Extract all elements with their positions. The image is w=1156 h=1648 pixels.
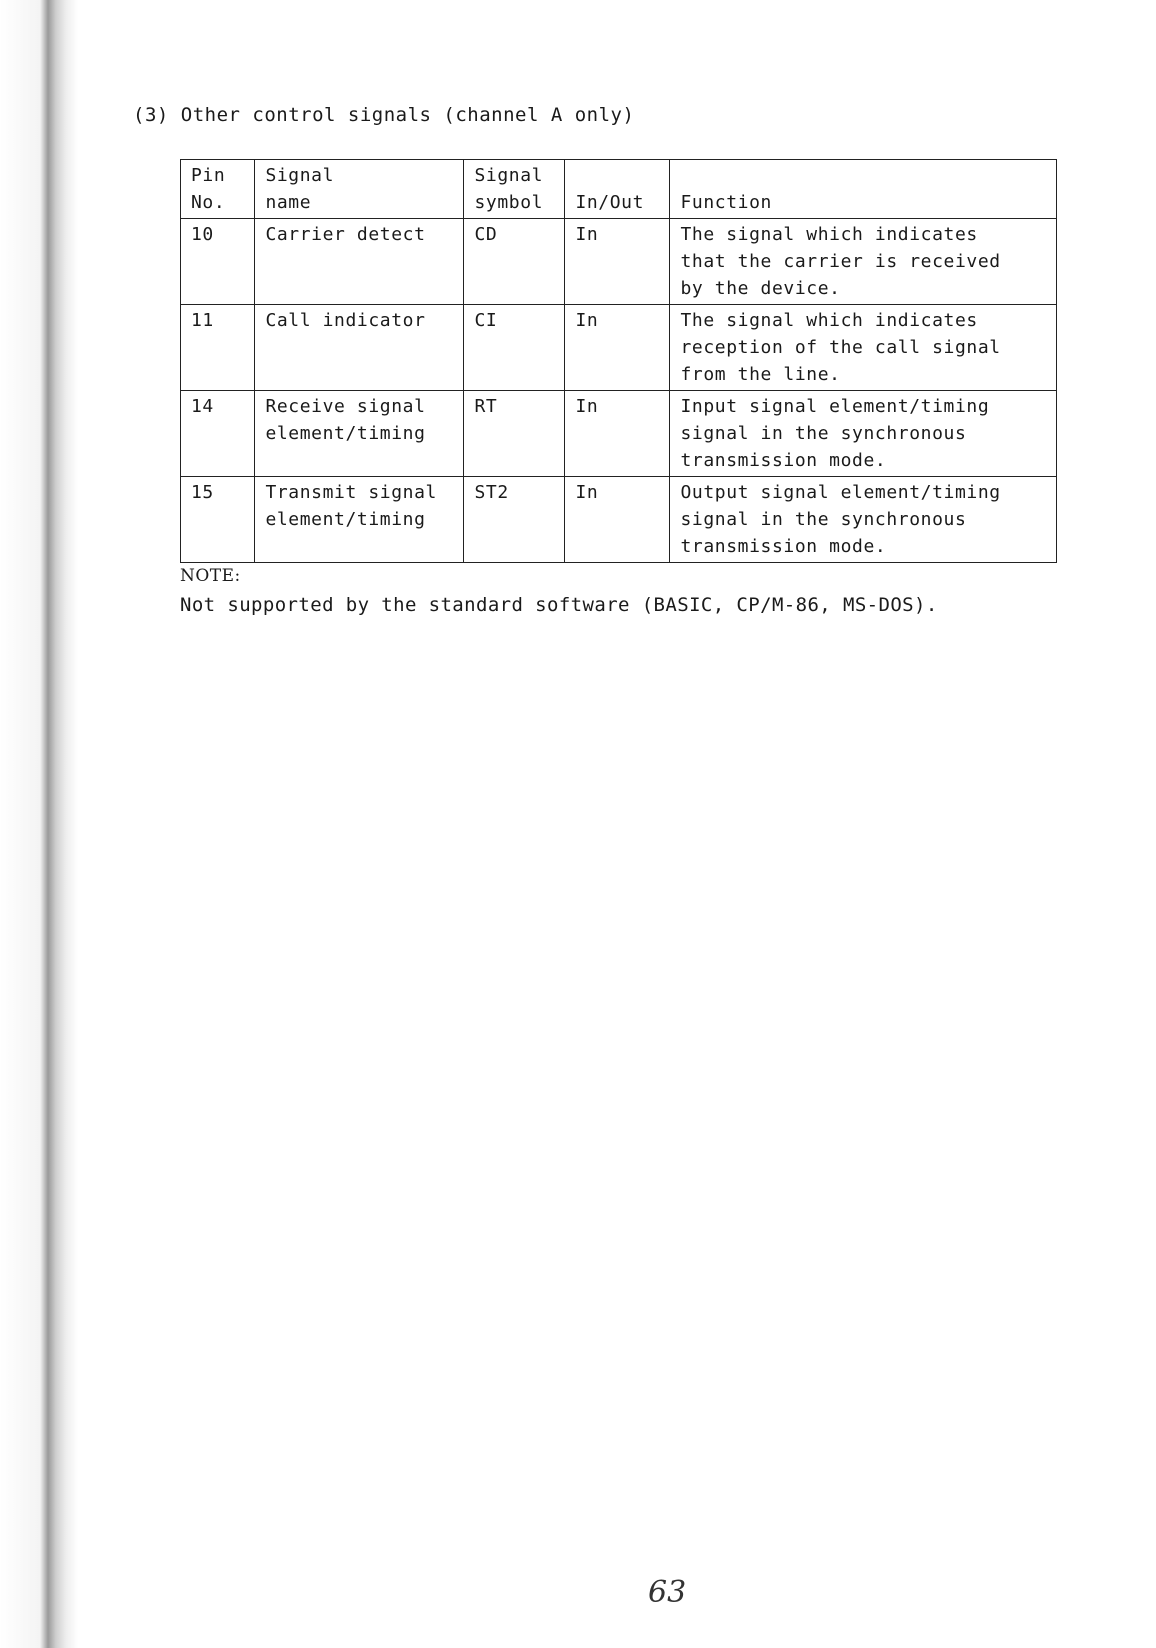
cell-function-line: Output signal element/timing xyxy=(680,482,1001,503)
cell-pin: 15 xyxy=(181,477,255,563)
section-heading: (3) Other control signals (channel A only) xyxy=(133,104,635,126)
page-binding-shadow xyxy=(0,0,78,1648)
header-symbol-line-1: Signal xyxy=(474,165,544,186)
cell-function xyxy=(670,477,1057,563)
cell-pin: 11 xyxy=(181,305,255,391)
header-function-line: Function xyxy=(680,192,772,213)
cell-name-line: Carrier detect xyxy=(265,224,426,245)
cell-in-out: In xyxy=(565,219,670,305)
table-row xyxy=(181,219,1057,305)
cell-function-line: The signal which indicates xyxy=(680,310,978,331)
cell-function-line: reception of the call signal xyxy=(680,337,1001,358)
cell-name-line: Transmit signal xyxy=(265,482,437,503)
table-row xyxy=(181,477,1057,563)
cell-symbol: CI xyxy=(464,305,565,391)
cell-function-line: transmission mode. xyxy=(680,536,887,557)
cell-name-line: Call indicator xyxy=(265,310,426,331)
cell-in-out: In xyxy=(565,391,670,477)
cell-symbol: RT xyxy=(464,391,565,477)
cell-function-line: by the device. xyxy=(680,278,841,299)
cell-function-line: The signal which indicates xyxy=(680,224,978,245)
cell-signal-name xyxy=(255,477,464,563)
header-in-out xyxy=(565,160,670,219)
table-row xyxy=(181,305,1057,391)
header-io-line: In/Out xyxy=(575,192,645,213)
cell-function-line: signal in the synchronous xyxy=(680,509,967,530)
cell-function xyxy=(670,391,1057,477)
header-symbol-line-2: symbol xyxy=(474,192,544,213)
header-pin-line-1: Pin xyxy=(191,165,226,186)
cell-symbol: ST2 xyxy=(464,477,565,563)
cell-in-out: In xyxy=(565,477,670,563)
cell-function-line: from the line. xyxy=(680,364,841,385)
header-name-line-2: name xyxy=(265,192,312,213)
cell-signal-name xyxy=(255,219,464,305)
cell-name-line: Receive signal xyxy=(265,396,426,417)
cell-function xyxy=(670,219,1057,305)
cell-name-line: element/timing xyxy=(265,509,426,530)
header-name-line-1: Signal xyxy=(265,165,335,186)
cell-pin: 14 xyxy=(181,391,255,477)
control-signals-table xyxy=(180,159,1057,563)
table-row xyxy=(181,391,1057,477)
cell-name-line: element/timing xyxy=(265,423,426,444)
header-function xyxy=(670,160,1057,219)
cell-function-line: that the carrier is received xyxy=(680,251,1001,272)
cell-function xyxy=(670,305,1057,391)
header-pin-no xyxy=(181,160,255,219)
page-number: 63 xyxy=(648,1575,687,1610)
cell-function-line: transmission mode. xyxy=(680,450,887,471)
table-header-row xyxy=(181,160,1057,219)
header-pin-line-2: No. xyxy=(191,192,226,213)
cell-function-line: Input signal element/timing xyxy=(680,396,990,417)
cell-signal-name xyxy=(255,391,464,477)
note-text: Not supported by the standard software (BASIC, CP/M-86, MS-DOS). xyxy=(180,594,938,616)
note-label: NOTE: xyxy=(180,566,241,586)
cell-pin: 10 xyxy=(181,219,255,305)
header-signal-name xyxy=(255,160,464,219)
cell-function-line: signal in the synchronous xyxy=(680,423,967,444)
cell-in-out: In xyxy=(565,305,670,391)
cell-signal-name xyxy=(255,305,464,391)
header-signal-symbol xyxy=(464,160,565,219)
cell-symbol: CD xyxy=(464,219,565,305)
